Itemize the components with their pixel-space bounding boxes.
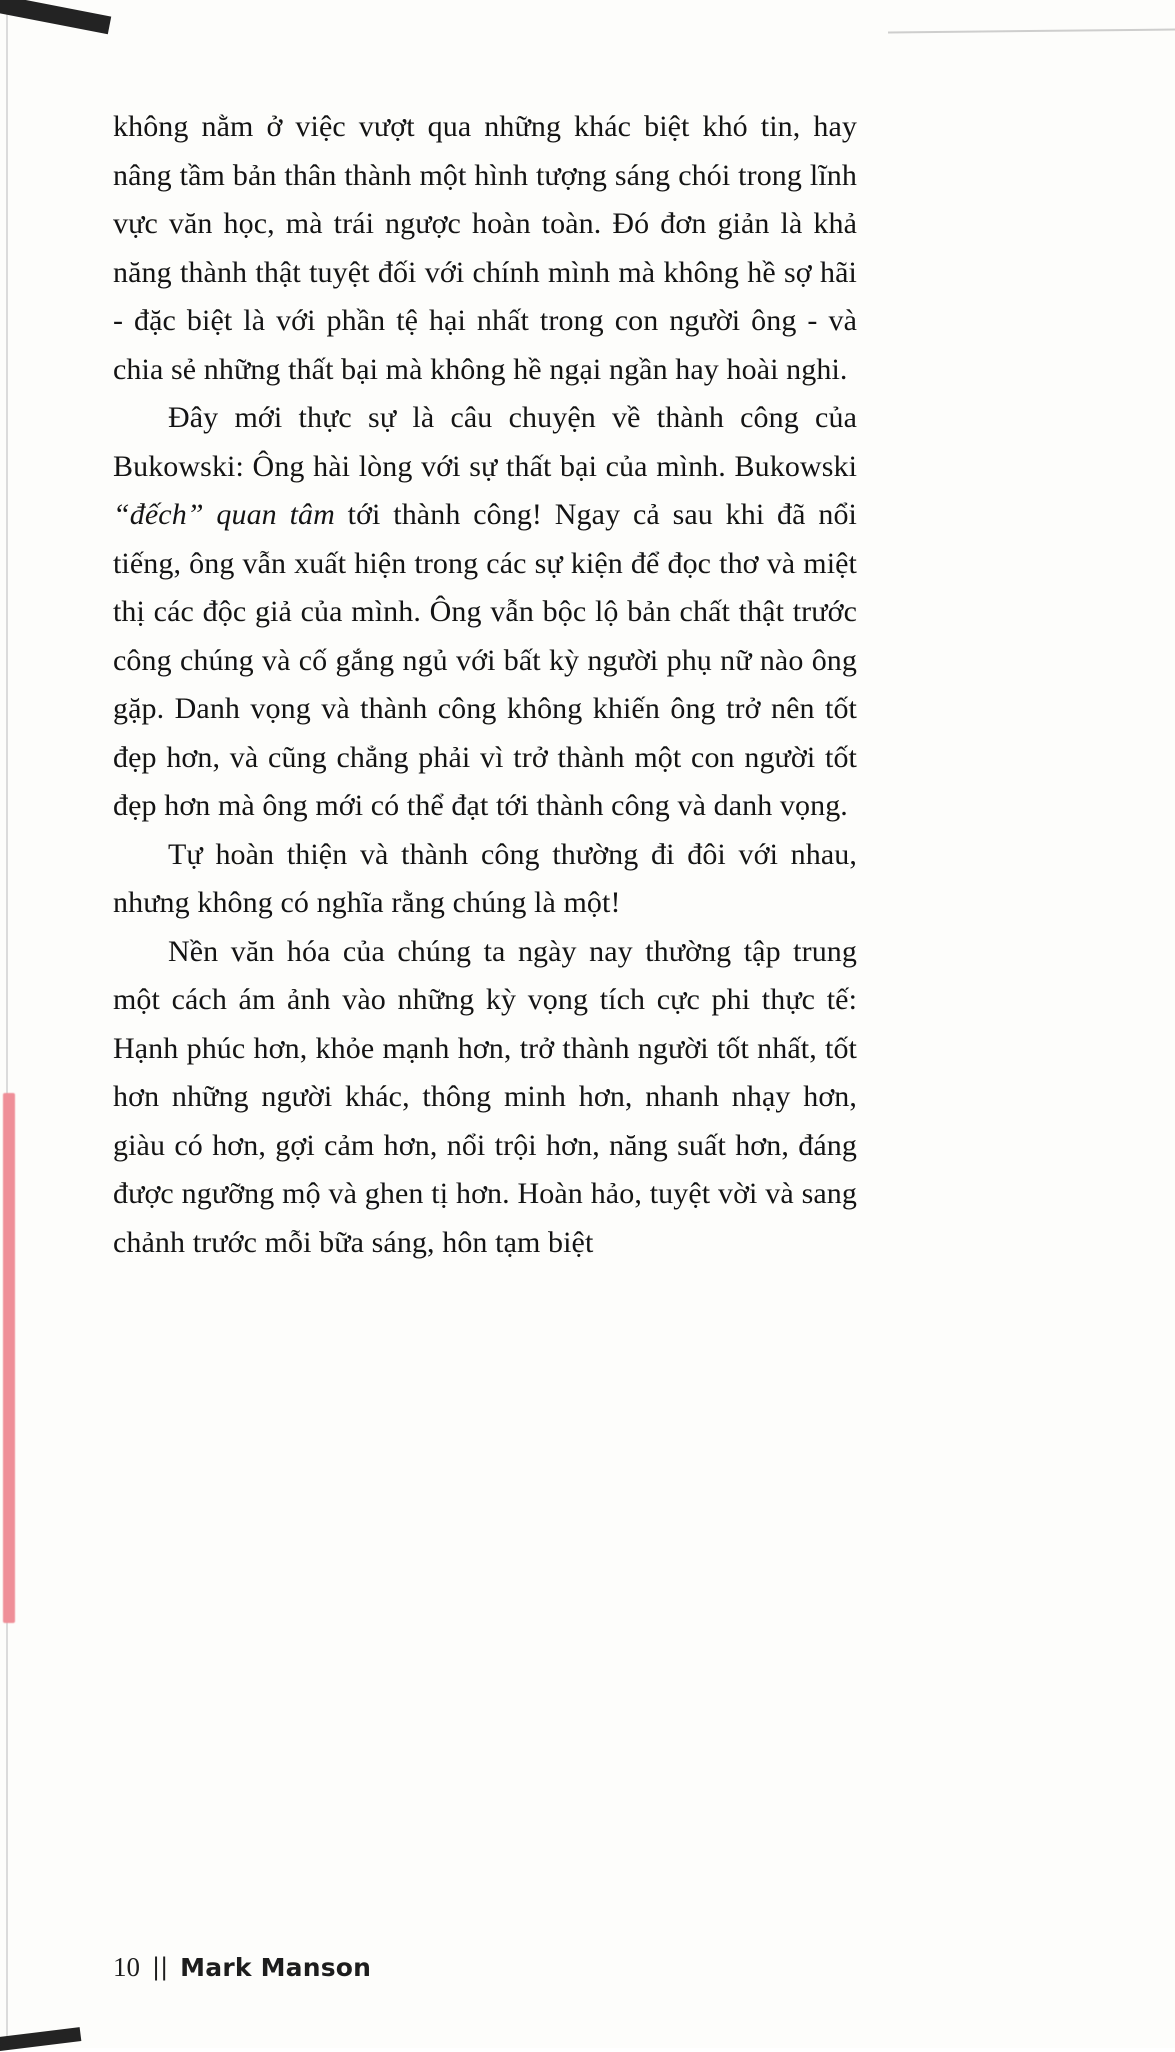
paragraph [113, 928, 857, 1268]
text-block [113, 103, 857, 1267]
scan-edge-line [6, 0, 8, 2048]
paragraph [113, 394, 857, 831]
text-segment: không nằm ở việc vượt qua những khác biệt khó tin, hay nâng tầm bản thân thành một hình tượng sáng chói trong lĩnh vực văn học, mà trái ngược hoàn toàn. Đó đơn giản là khả năng thành thật tuyệt đối với chính mình mà không hề sợ hãi - đặc biệt là với phần tệ hại nhất trong con người ông - và chia sẻ những thất bại mà không hề ngại ngần hay hoài nghi. [113, 110, 857, 386]
paragraph [113, 831, 857, 928]
page-footer [113, 1952, 371, 1983]
scan-top-line-artifact [888, 28, 1175, 33]
italic-phrase: “đếch” quan tâm [113, 498, 348, 531]
paragraph [113, 103, 857, 394]
footer-author: Mark Manson [180, 1953, 372, 1982]
scan-corner-artifact-bottom [0, 2027, 81, 2052]
text-segment: Đây mới thực sự là câu chuyện về thành công của Bukowski: Ông hài lòng với sự thất bại của mình. Bukowski [113, 401, 857, 483]
page-number: 10 [113, 1952, 140, 1982]
scan-pink-strip-artifact [3, 1093, 15, 1623]
footer-separator: || [152, 1953, 169, 1981]
text-segment: tới thành công! Ngay cả sau khi đã nổi tiếng, ông vẫn xuất hiện trong các sự kiện để đọc thơ và miệt thị các độc giả của mình. Ông vẫn bộc lộ bản chất thật trước công chúng và cố gắng ngủ với bất kỳ người phụ nữ nào ông gặp. Danh vọng và thành công không khiến ông trở nên tốt đẹp hơn, và cũng chẳng phải vì trở thành một con người tốt đẹp hơn mà ông mới có thể đạt tới thành công và danh vọng. [113, 498, 857, 822]
scan-corner-artifact-top [0, 0, 111, 34]
text-segment: Tự hoàn thiện và thành công thường đi đôi với nhau, nhưng không có nghĩa rằng chúng là một! [113, 837, 857, 919]
text-segment: Nền văn hóa của chúng ta ngày nay thường tập trung một cách ám ảnh vào những kỳ vọng tích cực phi thực tế: Hạnh phúc hơn, khỏe mạnh hơn, trở thành người tốt nhất, tốt hơn những người khác, thông minh hơn, nhanh nhạy hơn, giàu có hơn, gợi cảm hơn, nổi trội hơn, năng suất hơn, đáng được ngưỡng mộ và ghen tị hơn. Hoàn hảo, tuyệt vời và sang chảnh trước mỗi bữa sáng, hôn tạm biệt [113, 934, 857, 1259]
